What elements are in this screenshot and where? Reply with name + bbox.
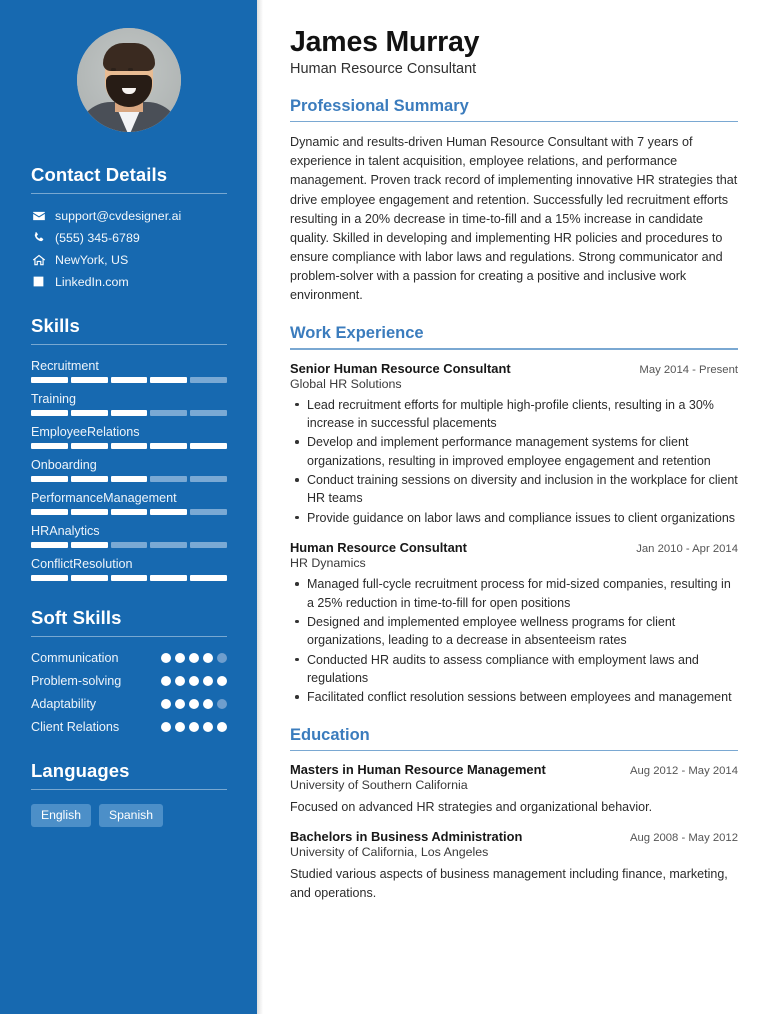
soft-skill-rating bbox=[161, 676, 227, 686]
contact-item-phone[interactable] bbox=[31, 230, 227, 245]
skill-item bbox=[31, 425, 227, 449]
skill-bar-segment bbox=[71, 476, 108, 482]
skill-bar-segment bbox=[190, 542, 227, 548]
skill-bar-segment bbox=[150, 443, 187, 449]
professional-summary-text: Dynamic and results-driven Human Resource Consultant with 7 years of experience in talent acquisition, employee relations, and performance management. Proven track record of implementing innovative HR strategies that drive employee engagement and retention. Successfully led recruitment efforts resulting in a 20% decrease in time-to-fill and a 15% increase in candidate quality. Skilled in developing and implementing HR policies and procedures to ensure compliance with labor laws and regulations. Strong communicator and problem-solver with a passion for creating a positive and inclusive work environment. bbox=[290, 135, 738, 303]
skill-label: EmployeeRelations bbox=[31, 425, 140, 439]
rating-dot bbox=[189, 699, 199, 709]
divider bbox=[31, 636, 227, 637]
contact-value-phone: (555) 345-6789 bbox=[55, 230, 140, 245]
divider bbox=[31, 193, 227, 194]
work-experience-entry bbox=[290, 540, 738, 707]
rating-dot bbox=[217, 699, 227, 709]
rating-dot bbox=[217, 722, 227, 732]
company-name: Global HR Solutions bbox=[290, 376, 402, 391]
phone-icon bbox=[31, 230, 46, 245]
contact-value-linkedin: LinkedIn.com bbox=[55, 274, 129, 289]
skill-bar-segment bbox=[111, 542, 148, 548]
skill-bar-segment bbox=[150, 476, 187, 482]
skill-label: PerformanceManagement bbox=[31, 491, 177, 505]
degree-title: Masters in Human Resource Management bbox=[290, 761, 546, 777]
skill-bar-segment bbox=[150, 410, 187, 416]
professional-summary-heading: Professional Summary bbox=[290, 96, 469, 115]
home-icon bbox=[31, 252, 46, 267]
contact-value-email: support@cvdesigner.ai bbox=[55, 208, 182, 223]
divider bbox=[290, 121, 738, 122]
skill-level-bar bbox=[31, 476, 227, 482]
skill-bar-segment bbox=[111, 443, 148, 449]
entry-header bbox=[290, 540, 738, 555]
skill-item bbox=[31, 392, 227, 416]
skill-bar-segment bbox=[190, 410, 227, 416]
divider bbox=[31, 344, 227, 345]
job-date-range: Jan 2010 - Apr 2014 bbox=[636, 543, 738, 556]
skill-item bbox=[31, 359, 227, 383]
contact-details-section bbox=[31, 164, 227, 289]
envelope-icon bbox=[31, 208, 46, 223]
main-content bbox=[257, 0, 768, 1014]
contact-item-location[interactable] bbox=[31, 252, 227, 267]
job-date-range: May 2014 - Present bbox=[639, 363, 738, 376]
skill-label: Recruitment bbox=[31, 359, 99, 373]
skill-bar-segment bbox=[111, 410, 148, 416]
soft-skills-heading: Soft Skills bbox=[31, 607, 122, 628]
list-item: Provide guidance on labor laws and compliance issues to client organizations bbox=[290, 509, 738, 527]
education-description: Studied various aspects of business management including finance, marketing, and operations. bbox=[290, 867, 728, 900]
avatar-wrapper bbox=[31, 28, 227, 132]
skills-heading: Skills bbox=[31, 315, 80, 336]
rating-dot bbox=[217, 676, 227, 686]
professional-summary-section bbox=[290, 97, 738, 305]
rating-dot bbox=[217, 653, 227, 663]
list-item: Develop and implement performance management systems for client organizations, resulting in improved employee engagement and retention bbox=[290, 433, 738, 470]
skill-label: Training bbox=[31, 392, 77, 406]
avatar bbox=[77, 28, 181, 132]
rating-dot bbox=[203, 699, 213, 709]
skill-label: Onboarding bbox=[31, 458, 97, 472]
language-pill: English bbox=[31, 804, 91, 827]
rating-dot bbox=[203, 653, 213, 663]
list-item: Conduct training sessions on diversity and inclusion in the workplace for client HR teams bbox=[290, 471, 738, 508]
skill-item bbox=[31, 524, 227, 548]
rating-dot bbox=[203, 722, 213, 732]
skill-bar-segment bbox=[150, 377, 187, 383]
education-heading: Education bbox=[290, 725, 370, 744]
rating-dot bbox=[203, 676, 213, 686]
skill-item bbox=[31, 491, 227, 515]
skill-label: HRAnalytics bbox=[31, 524, 100, 538]
soft-skill-item bbox=[31, 651, 227, 665]
rating-dot bbox=[161, 653, 171, 663]
education-date-range: Aug 2012 - May 2014 bbox=[629, 764, 738, 777]
skill-bar-segment bbox=[71, 377, 108, 383]
skill-bar-segment bbox=[31, 410, 68, 416]
skill-bar-segment bbox=[31, 542, 68, 548]
language-pill: Spanish bbox=[99, 804, 163, 827]
skill-level-bar bbox=[31, 575, 227, 581]
skill-level-bar bbox=[31, 377, 227, 383]
work-experience-entry bbox=[290, 361, 738, 528]
skill-bar-segment bbox=[111, 509, 148, 515]
education-entry bbox=[290, 829, 738, 902]
soft-skill-label: Adaptability bbox=[31, 697, 97, 711]
rating-dot bbox=[161, 722, 171, 732]
contact-value-location: NewYork, US bbox=[55, 252, 129, 267]
soft-skill-label: Problem-solving bbox=[31, 674, 122, 688]
education-date-range: Aug 2008 - May 2012 bbox=[629, 832, 738, 845]
skill-bar-segment bbox=[150, 542, 187, 548]
soft-skill-label: Communication bbox=[31, 651, 119, 665]
rating-dot bbox=[189, 676, 199, 686]
entry-header bbox=[290, 762, 738, 777]
skill-level-bar bbox=[31, 443, 227, 449]
divider bbox=[290, 348, 738, 349]
entry-header bbox=[290, 361, 738, 376]
skill-bar-segment bbox=[71, 443, 108, 449]
work-experience-list bbox=[290, 361, 738, 707]
skill-bar-segment bbox=[190, 377, 227, 383]
soft-skills-section bbox=[31, 607, 227, 734]
soft-skill-label: Client Relations bbox=[31, 720, 120, 734]
responsibility-list bbox=[290, 575, 738, 707]
rating-dot bbox=[161, 676, 171, 686]
education-section bbox=[290, 726, 738, 902]
skill-label: ConflictResolution bbox=[31, 557, 133, 571]
skill-bar-segment bbox=[71, 509, 108, 515]
entry-header bbox=[290, 829, 738, 844]
list-item: Facilitated conflict resolution sessions between employees and management bbox=[290, 688, 738, 706]
skill-bar-segment bbox=[31, 476, 68, 482]
skill-bar-segment bbox=[190, 575, 227, 581]
page-title: James Murray bbox=[290, 26, 480, 58]
skill-bar-segment bbox=[190, 476, 227, 482]
job-position-title: Human Resource Consultant bbox=[290, 540, 467, 556]
education-entry bbox=[290, 762, 738, 816]
skill-level-bar bbox=[31, 509, 227, 515]
skill-bar-segment bbox=[31, 509, 68, 515]
school-name: University of California, Los Angeles bbox=[290, 845, 489, 860]
skill-bar-segment bbox=[71, 575, 108, 581]
skill-bar-segment bbox=[190, 443, 227, 449]
skill-level-bar bbox=[31, 542, 227, 548]
skill-bar-segment bbox=[31, 377, 68, 383]
contact-details-heading: Contact Details bbox=[31, 164, 168, 185]
soft-skill-item bbox=[31, 697, 227, 711]
rating-dot bbox=[175, 722, 185, 732]
rating-dot bbox=[175, 699, 185, 709]
linkedin-icon bbox=[31, 274, 46, 289]
soft-skill-rating bbox=[161, 699, 227, 709]
soft-skill-rating bbox=[161, 653, 227, 663]
list-item: Managed full-cycle recruitment process for mid-sized companies, resulting in a 25% reduction in time-to-fill for open positions bbox=[290, 575, 738, 612]
skill-bar-segment bbox=[71, 410, 108, 416]
contact-list bbox=[31, 208, 227, 289]
job-title: Human Resource Consultant bbox=[290, 60, 477, 77]
divider bbox=[290, 750, 738, 751]
skill-bar-segment bbox=[111, 575, 148, 581]
contact-item-linkedin[interactable] bbox=[31, 274, 227, 289]
skill-bar-segment bbox=[190, 509, 227, 515]
rating-dot bbox=[189, 653, 199, 663]
school-name: University of Southern California bbox=[290, 777, 468, 792]
skill-item bbox=[31, 458, 227, 482]
divider bbox=[31, 789, 227, 790]
skill-bar-segment bbox=[111, 476, 148, 482]
soft-skills-list bbox=[31, 651, 227, 734]
education-description: Focused on advanced HR strategies and organizational behavior. bbox=[290, 799, 653, 814]
languages-list bbox=[31, 804, 227, 827]
skill-level-bar bbox=[31, 410, 227, 416]
soft-skill-item bbox=[31, 720, 227, 734]
rating-dot bbox=[175, 653, 185, 663]
list-item: Lead recruitment efforts for multiple high-profile clients, resulting in a 30% increase in successful placements bbox=[290, 396, 738, 433]
skill-bar-segment bbox=[111, 377, 148, 383]
skill-bar-segment bbox=[31, 575, 68, 581]
sidebar bbox=[0, 0, 257, 1014]
degree-title: Bachelors in Business Administration bbox=[290, 829, 523, 845]
work-experience-section bbox=[290, 324, 738, 706]
languages-section bbox=[31, 760, 227, 827]
job-position-title: Senior Human Resource Consultant bbox=[290, 360, 511, 376]
rating-dot bbox=[161, 699, 171, 709]
skills-list bbox=[31, 359, 227, 581]
languages-heading: Languages bbox=[31, 760, 130, 781]
work-experience-heading: Work Experience bbox=[290, 324, 424, 343]
education-list bbox=[290, 762, 738, 902]
list-item: Designed and implemented employee wellness programs for client organizations, leading to a decrease in absenteeism rates bbox=[290, 613, 738, 650]
responsibility-list bbox=[290, 396, 738, 528]
skill-bar-segment bbox=[150, 575, 187, 581]
soft-skill-rating bbox=[161, 722, 227, 732]
contact-item-email[interactable] bbox=[31, 208, 227, 223]
skill-bar-segment bbox=[150, 509, 187, 515]
soft-skill-item bbox=[31, 674, 227, 688]
rating-dot bbox=[189, 722, 199, 732]
rating-dot bbox=[175, 676, 185, 686]
list-item: Conducted HR audits to assess compliance with employment laws and regulations bbox=[290, 651, 738, 688]
skill-item bbox=[31, 557, 227, 581]
skills-section bbox=[31, 315, 227, 581]
company-name: HR Dynamics bbox=[290, 556, 366, 571]
skill-bar-segment bbox=[31, 443, 68, 449]
skill-bar-segment bbox=[71, 542, 108, 548]
